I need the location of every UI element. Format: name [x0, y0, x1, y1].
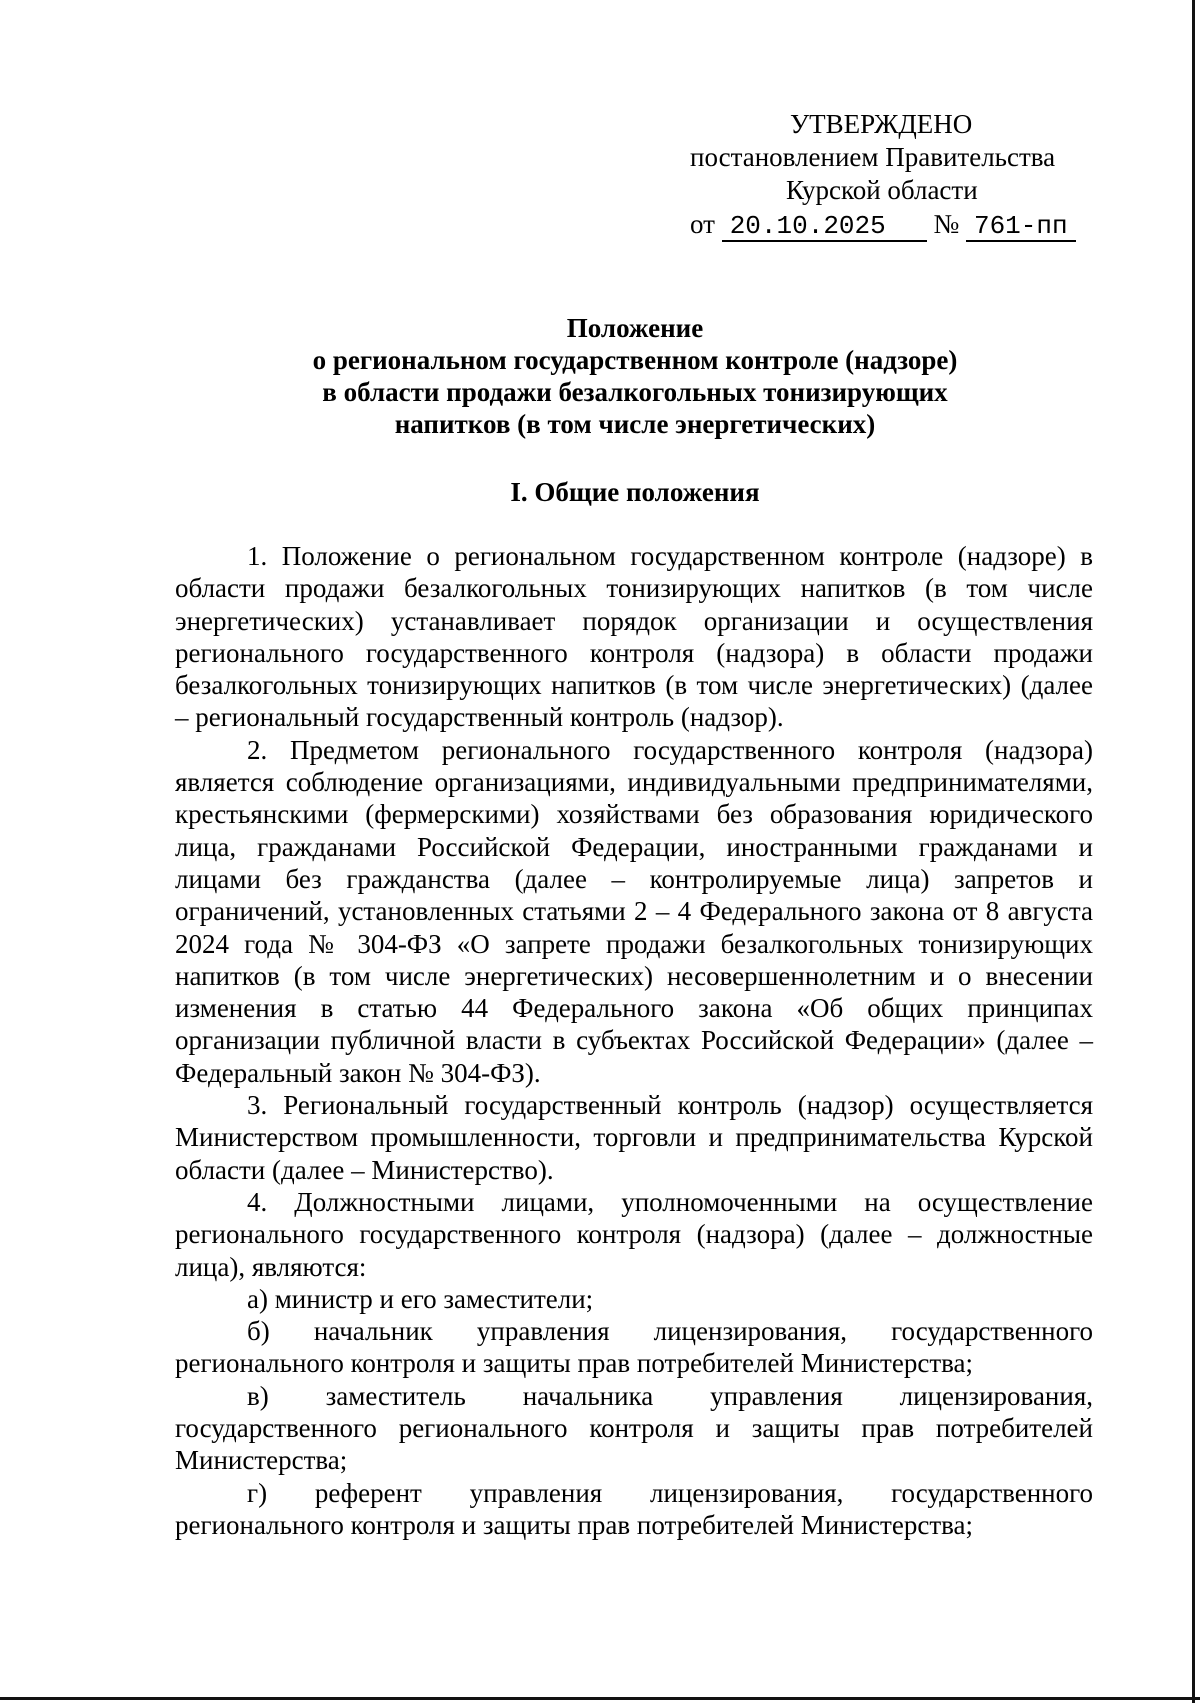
document-title: [175, 312, 1095, 440]
list-item-b: б) начальник управления лицензирования, государственного регионального контроля и защиты прав потребителей Министерства;: [175, 1316, 1093, 1379]
paragraph-3: 3. Региональный государственный контроль (надзор) осуществляется Министерством промышленности, торговли и предпринимательства Курской области (далее – Министерство).: [175, 1090, 1093, 1185]
approval-stamp-block: [690, 108, 1090, 242]
approval-authority: постановлением Правительства: [690, 142, 1056, 172]
approval-region: Курской области: [786, 175, 978, 205]
date-prefix: от: [690, 209, 715, 239]
section-heading: I. Общие положения: [510, 477, 760, 507]
title-line-3: в области продажи безалкогольных тонизирующих: [322, 377, 948, 407]
title-line-4: напитков (в том числе энергетических): [394, 409, 876, 439]
scan-edge-bottom: [0, 1697, 1200, 1700]
title-line-1: Положение: [566, 313, 704, 343]
paragraph-1: 1. Положение о региональном государственном контроле (надзоре) в области продажи безалкогольных тонизирующих напитков (в том числе энергетических) устанавливает порядок организации и осуществления регионального государственного контроля (надзора) в области продажи безалкогольных тонизирующих напитков (в том числе энергетических) (далее – региональный государственный контроль (надзор).: [175, 541, 1093, 733]
paragraph-4: 4. Должностными лицами, уполномоченными на осуществление регионального государственного контроля (надзора) (далее – должностные лица), являются:: [175, 1186, 1093, 1282]
approval-number: 761-пп: [966, 213, 1076, 242]
list-item-g: г) референт управления лицензирования, государственного регионального контроля и защиты прав потребителей Министерства;: [175, 1477, 1093, 1540]
list-item-v: в) заместитель начальника управления лицензирования, государственного регионального контроля и защиты прав потребителей Министерства;: [175, 1380, 1093, 1476]
paragraph-2: 2. Предметом регионального государственного контроля (надзора) является соблюдение организациями, индивидуальными предпринимателями, крестьянскими (фермерскими) хозяйствами без образования юридического лица, гражданами Российской Федерации, иностранными гражданами и лицами без гражданства (далее – контролируемые лица) запретов и ограничений, установленных статьями 2 – 4 Федерального закона от 8 августа 2024 года № 304-ФЗ «О запрете продажи безалкогольных тонизирующих напитков (в том числе энергетических) несовершеннолетним и о внесении изменения в статью 44 Федерального закона «Об общих принципах организации публичной власти в субъектах Российской Федерации» (далее – Федеральный закон № 304-ФЗ).: [175, 734, 1093, 1088]
scan-edge-right: [1192, 0, 1195, 1703]
number-prefix: №: [933, 209, 960, 239]
list-item-a: а) министр и его заместители;: [247, 1283, 594, 1314]
approval-date-line: [690, 208, 1090, 242]
approval-date: 20.10.2025: [722, 213, 927, 242]
document-body: [175, 540, 1093, 1541]
title-line-2: о региональном государственном контроле (надзоре): [312, 345, 958, 375]
approved-label: УТВЕРЖДЕНО: [790, 109, 973, 139]
